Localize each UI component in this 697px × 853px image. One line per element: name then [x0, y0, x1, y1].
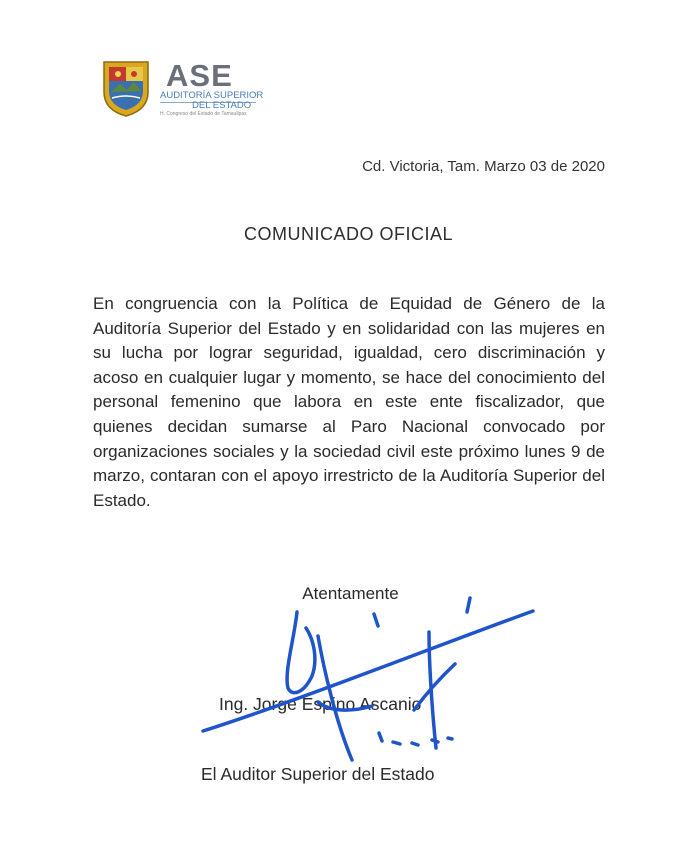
- ase-logo: [100, 58, 270, 124]
- closing-salutation: Atentamente: [302, 584, 399, 603]
- letter-title: COMUNICADO OFICIAL: [243, 224, 453, 244]
- signer-title: El Auditor Superior del Estado: [201, 764, 435, 784]
- state-coat-of-arms-icon: [100, 58, 152, 118]
- logo-congress: H. Congreso del Estado de Tamaulipas: [160, 111, 247, 117]
- logo-org-line1: AUDITORÍA SUPERIOR: [160, 90, 264, 101]
- signer-name: Ing. Jorge Espino Ascanio: [219, 694, 422, 714]
- letter-body: En congruencia con la Política de Equidad de Género de la Auditoría Superior del Estado y en solidaridad con las mujeres en su lucha por lograr seguridad, igualdad, cero discriminación y acoso en cualquier lugar y momento, se hace del conocimiento del personal femenino que labora en este ente fiscalizador, que quienes decidan sumarse al Paro Nacional convocado por organizaciones sociales y la sociedad civil este próximo lunes 9 de marzo, contaran con el apoyo irrestricto de la Auditoría Superior del Estado.: [93, 294, 605, 510]
- logo-acronym: ASE: [166, 58, 233, 93]
- letter-date: Cd. Victoria, Tam. Marzo 03 de 2020: [362, 158, 605, 175]
- logo-org-line2: DEL ESTADO: [192, 100, 252, 111]
